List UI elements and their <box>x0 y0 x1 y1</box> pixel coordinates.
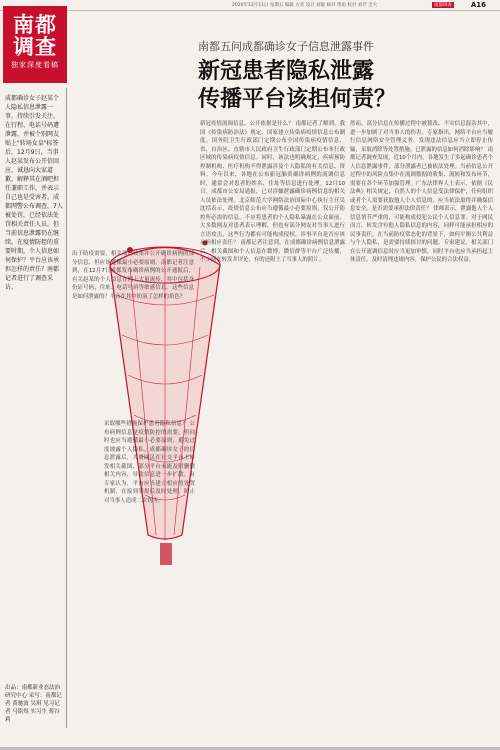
body-column-right: 然而，部分信息在传播过程中被篡改，不实信息混杂其中，进一步加剧了对当事人的伤害。专家指出，网络平台应当履行信息网络安全管理义务，发现违法信息应当立即停止传输，采取消除等处置措施。已泄露的信息如何消除影响？ 南都记者调查发现，近10个月内，各地发生了多起确诊患者个人信息泄露事件，部分泄露者已被依法处理。当前信息公开过程中的风险点集中在流调数据的收集、流转和发布环节，需要在各个环节加强管理。广东法律界人士表示，依据《民法典》相关规定，自然人的个人信息受法律保护，任何组织或者个人需要获取他人个人信息的，应当依法取得并确保信息安全。是否需要承担法律责任？ 律师表示，泄露他人个人信息情节严重的，可能构成侵犯公民个人信息罪。对于网民而言，转发含有他人隐私信息的内容，同样可能承担相应的民事责任。在当前防疫常态化的背景下，如何平衡公共利益与个人隐私，是需要持续探讨的问题。专家建议，相关部门在公开流调信息时应当更加审慎，同时平台也应当承担起主体责任，及时清理违规内容，保护公民的合法权益。 <box>350 121 493 263</box>
body-column-middle: 新冠疫情流调信息，公开依据是什么？ 南都记者了解到，我国《传染病防治法》规定，国家建立传染病疫情信息公布制度。国务院卫生行政部门定期公布全国传染病疫情信息，省、自治区、直辖市人民政府卫生行政部门定期公布本行政区域的传染病疫情信息。同时，该法也明确规定，疾病预防控制机构、医疗机构不得泄露涉及个人隐私的有关信息、资料。今年以来，各地在公布新冠肺炎确诊病例的流调信息时，通常会对患者的姓名、住址等信息进行处理。12月10日，成都市公安局通报，已对涉嫌泄露确诊病例信息的相关人员依法处理。北京师范大学网络法治国际中心执行主任吴沈括表示，疫情信息公布应当遵循最小必要原则，仅公开防控所必需的信息，不应将患者的个人隐私暴露在公众面前。大多数网友对患者表示理解，但也有部分网友对当事人进行言语攻击，这些行为都有可能构成侵权。涉事平台是否应该承担相应责任？ 南都记者注意到，在成都确诊病例信息泄露后，相关截图和个人信息在微博、微信群等平台广泛传播，不少网友转发并评论，有的还附上了当事人的照片。 <box>200 121 345 263</box>
body-column-left-lower: 采取哪些措施保护患者隐私信息？ 公布病例信息是疫情防控的需要，但同时也应当遵循最小必要原则，避免过度披露个人隐私。成都确诊女子的信息泄露后，大量网民在社交平台上转发相关截图，部分平台未能及时删除相关内容，导致信息进一步扩散。有专家认为，平台应当建立相应的处置机制，在接到举报后及时处理，防止对当事人造成二次伤害。 <box>104 421 195 504</box>
issue-meta: 2020年12月11日 星期五 编辑 方亚 设计 刘敏 核对 黄焰 校对 刘芹 全大 <box>232 3 378 8</box>
brand-line-1: 南都 <box>13 13 57 37</box>
body-column-left-upper: 出于防疫需要，相关部门收集并公开确诊病例的部分信息，但应该遵循最小必要原则。南都记者注意到，在12月7日成都发布确诊病例的公开通报后，有关赵某的个人信息在网上大量流传，其中包括身份证号码、住址、电话号码等敏感信息。这些信息是如何泄露的？平台在其中扮演了怎样的角色？ <box>72 251 194 300</box>
intro-column: 成都确诊女子赵某个人隐私信息泄露一事，持续引发关注。在行程、电话号码遭泄露，并被个别网友贴上"转场女皇"标签后，12月9日，当事人赵某发布公开信回应，诚恳向大家道歉，解释其在酒吧担任兼职工作，并表示自己也是受害者。成都网警公布调查，7人被处罚，已经依法处罚相关责任人员。但当前信息泄露仍在继续。在疫情防控的重要时期，个人信息如何保护？平台应该承担怎样的责任？南都记者进行了调查采访。 <box>5 95 63 291</box>
column-divider <box>66 88 67 728</box>
credits: 出品：南都新业态法治研究中心 采写：南都记者 黄驰波 吴琪 见习记者 马铭煜 实习生 蒋谷莉 <box>5 685 62 723</box>
brand-subtitle: 独家深度看稿 <box>11 61 59 69</box>
kicker: 南都五问成都确诊女子信息泄露事件 <box>198 40 374 53</box>
headline-line-1: 新冠患者隐私泄露 <box>198 59 375 84</box>
brand-box <box>3 6 67 83</box>
brand-line-2: 调查 <box>13 35 57 59</box>
headline <box>198 58 396 114</box>
section-tag: 南都调查 <box>434 3 452 8</box>
page-number: A16 <box>470 1 486 9</box>
headline-line-2: 传播平台该担何责？ <box>198 87 397 112</box>
